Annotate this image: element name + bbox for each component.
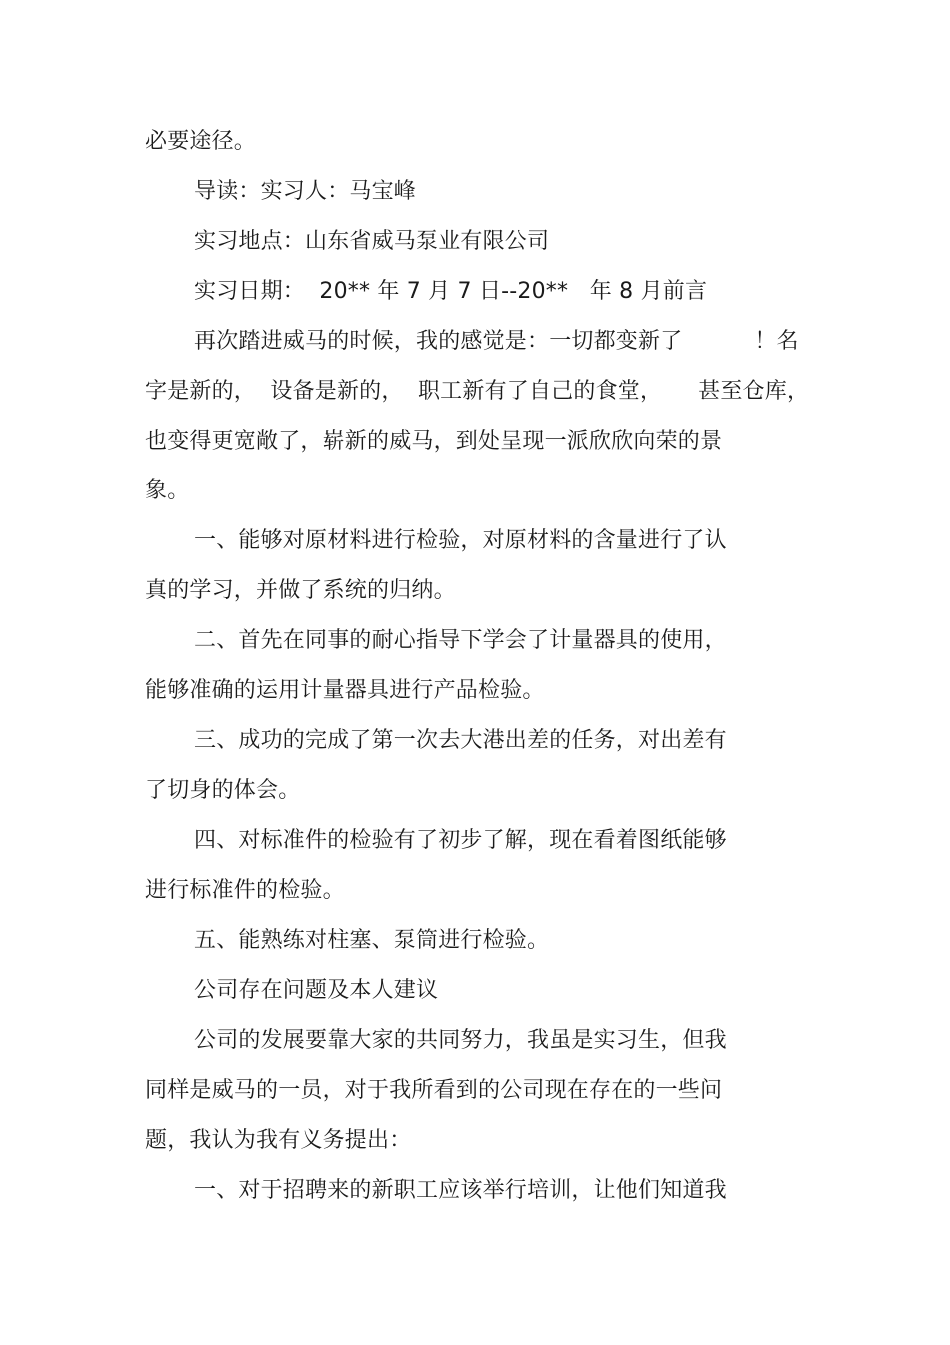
text-line-10: 真的学习，并做了系统的归纳。 [145,578,456,603]
text-line-12: 能够准确的运用计量器具进行产品检验。 [145,678,545,703]
text-line-20: 同样是威马的一员，对于我所看到的公司现在存在的一些问 [145,1078,723,1103]
text-line-11: 二、首先在同事的耐心指导下学会了计量器具的使用， [194,628,727,653]
text-line-8: 象。 [145,478,190,503]
text-line-3: 实习地点：山东省威马泵业有限公司 [194,229,550,254]
text-line-1: 必要途径。 [145,129,257,154]
text-line-14: 了切身的体会。 [145,778,301,803]
text-line-19: 公司的发展要靠大家的共同努力，我虽是实习生，但我 [194,1028,727,1053]
text-line-5: 再次踏进威马的时候，我的感觉是：一切都变新了 ！名 [194,329,799,354]
text-line-2: 导读：实习人：马宝峰 [194,179,417,204]
text-line-22: 一、对于招聘来的新职工应该举行培训，让他们知道我 [194,1178,727,1203]
text-line-15: 四、对标准件的检验有了初步了解，现在看着图纸能够 [194,828,727,853]
text-line-21: 题，我认为我有义务提出： [145,1128,412,1153]
text-line-9: 一、能够对原材料进行检验，对原材料的含量进行了认 [194,528,727,553]
text-line-18: 公司存在问题及本人建议 [194,978,439,1003]
text-line-4: 实习日期： 20** 年 7 月 7 日--20** 年 8 月前言 [194,279,708,304]
text-line-16: 进行标准件的检验。 [145,878,345,903]
text-line-6: 字是新的， 设备是新的， 职工新有了自己的食堂， 甚至仓库， [145,379,810,404]
text-line-13: 三、成功的完成了第一次去大港出差的任务，对出差有 [194,728,727,753]
text-line-17: 五、能熟练对柱塞、泵筒进行检验。 [194,928,550,953]
text-line-7: 也变得更宽敞了，崭新的威马，到处呈现一派欣欣向荣的景 [145,429,723,454]
